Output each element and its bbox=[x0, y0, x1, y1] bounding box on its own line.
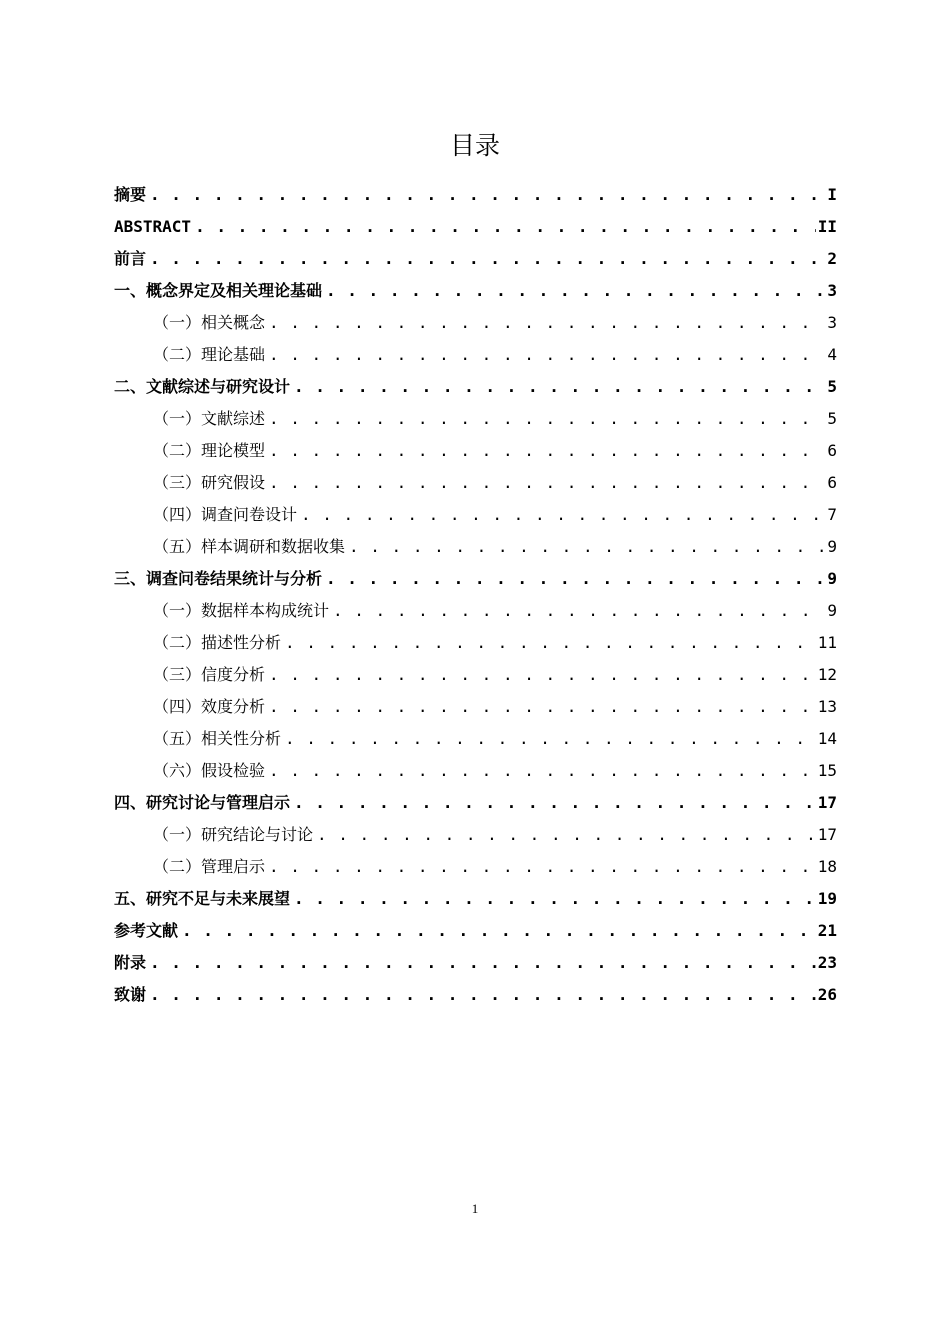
toc-dot-leader bbox=[150, 947, 816, 979]
toc-entry-page: 2 bbox=[827, 249, 837, 268]
toc-dot-leader bbox=[269, 435, 825, 467]
toc-entry-page: 17 bbox=[817, 825, 837, 844]
toc-entry[interactable] bbox=[114, 627, 837, 659]
toc-entry[interactable] bbox=[114, 819, 837, 851]
toc-entry-title: 附录 bbox=[114, 953, 147, 972]
toc-dot-leader bbox=[294, 883, 816, 915]
toc-entry-page: 5 bbox=[827, 377, 837, 396]
toc-entry[interactable] bbox=[114, 275, 837, 307]
toc-entry-page: 3 bbox=[827, 313, 837, 332]
toc-entry-title: 一、概念界定及相关理论基础 bbox=[114, 281, 323, 300]
toc-entry[interactable] bbox=[114, 499, 837, 531]
toc-entry-page: 4 bbox=[827, 345, 837, 364]
toc-entry[interactable] bbox=[114, 531, 837, 563]
toc-entry[interactable] bbox=[114, 947, 837, 979]
toc-dot-leader bbox=[150, 979, 816, 1011]
toc-entry-page: 13 bbox=[817, 697, 837, 716]
toc-entry-title: （四）调查问卷设计 bbox=[153, 505, 298, 524]
toc-entry-page: 12 bbox=[817, 665, 837, 684]
toc-entry-title: （五）样本调研和数据收集 bbox=[153, 537, 346, 556]
toc-entry[interactable] bbox=[114, 755, 837, 787]
toc-dot-leader bbox=[294, 371, 825, 403]
toc-entry-title: （六）假设检验 bbox=[153, 761, 266, 780]
toc-entry[interactable] bbox=[114, 563, 837, 595]
toc-entry-page: 3 bbox=[827, 281, 837, 300]
toc-entry[interactable] bbox=[114, 595, 837, 627]
toc-entry[interactable] bbox=[114, 371, 837, 403]
toc-entry[interactable] bbox=[114, 243, 837, 275]
toc-entry-page: 7 bbox=[827, 505, 837, 524]
toc-entry[interactable] bbox=[114, 723, 837, 755]
toc-dot-leader bbox=[269, 339, 825, 371]
toc-entry-title: （一）文献综述 bbox=[153, 409, 266, 428]
toc-entry-page: 19 bbox=[817, 889, 837, 908]
toc-entry-page: 21 bbox=[817, 921, 837, 940]
toc-entry-title: （二）管理启示 bbox=[153, 857, 266, 876]
toc-dot-leader bbox=[269, 691, 816, 723]
toc-entry-title: 四、研究讨论与管理启示 bbox=[114, 793, 291, 812]
toc-entry[interactable] bbox=[114, 435, 837, 467]
toc-dot-leader bbox=[349, 531, 825, 563]
toc-entry[interactable] bbox=[114, 307, 837, 339]
toc-entry-title: （二）理论模型 bbox=[153, 441, 266, 460]
toc-entry-title: （五）相关性分析 bbox=[153, 729, 282, 748]
toc-entry-title: （三）研究假设 bbox=[153, 473, 266, 492]
toc-entry[interactable] bbox=[114, 979, 837, 1011]
toc-dot-leader bbox=[285, 723, 816, 755]
toc-dot-leader bbox=[150, 243, 825, 275]
toc-entry-title: ABSTRACT bbox=[114, 217, 192, 236]
toc-entry[interactable] bbox=[114, 883, 837, 915]
table-of-contents bbox=[114, 179, 837, 1011]
toc-entry-page: 6 bbox=[827, 441, 837, 460]
toc-entry[interactable] bbox=[114, 915, 837, 947]
toc-dot-leader bbox=[326, 275, 825, 307]
toc-entry[interactable] bbox=[114, 339, 837, 371]
toc-entry[interactable] bbox=[114, 851, 837, 883]
toc-dot-leader bbox=[150, 179, 825, 211]
toc-entry-title: 致谢 bbox=[114, 985, 147, 1004]
toc-entry-title: 摘要 bbox=[114, 185, 147, 204]
toc-entry-page: 17 bbox=[817, 793, 837, 812]
toc-entry-title: （一）研究结论与讨论 bbox=[153, 825, 314, 844]
toc-entry-title: 五、研究不足与未来展望 bbox=[114, 889, 291, 908]
toc-dot-leader bbox=[269, 467, 825, 499]
toc-entry-title: （四）效度分析 bbox=[153, 697, 266, 716]
toc-dot-leader bbox=[301, 499, 825, 531]
toc-dot-leader bbox=[326, 563, 825, 595]
toc-entry-title: 参考文献 bbox=[114, 921, 179, 940]
toc-entry[interactable] bbox=[114, 467, 837, 499]
toc-entry[interactable] bbox=[114, 787, 837, 819]
toc-entry-title: （一）相关概念 bbox=[153, 313, 266, 332]
toc-entry[interactable] bbox=[114, 179, 837, 211]
toc-entry-page: 23 bbox=[817, 953, 837, 972]
toc-entry-page: 14 bbox=[817, 729, 837, 748]
toc-entry-page: 11 bbox=[817, 633, 837, 652]
toc-dot-leader bbox=[195, 211, 816, 243]
toc-entry-title: 二、文献综述与研究设计 bbox=[114, 377, 291, 396]
toc-dot-leader bbox=[317, 819, 816, 851]
toc-entry-title: （二）描述性分析 bbox=[153, 633, 282, 652]
toc-entry-page: 15 bbox=[817, 761, 837, 780]
toc-dot-leader bbox=[285, 627, 816, 659]
toc-entry-page: 5 bbox=[827, 409, 837, 428]
toc-entry-page: 18 bbox=[817, 857, 837, 876]
toc-entry-page: 9 bbox=[827, 537, 837, 556]
toc-entry[interactable] bbox=[114, 691, 837, 723]
toc-dot-leader bbox=[269, 307, 825, 339]
page-number: 1 bbox=[471, 1201, 479, 1216]
toc-entry-title: 三、调查问卷结果统计与分析 bbox=[114, 569, 323, 588]
toc-entry-title: （二）理论基础 bbox=[153, 345, 266, 364]
page-title: 目录 bbox=[449, 130, 500, 160]
toc-entry-page: 26 bbox=[817, 985, 837, 1004]
toc-dot-leader bbox=[269, 659, 816, 691]
toc-entry-page: 6 bbox=[827, 473, 837, 492]
toc-dot-leader bbox=[182, 915, 816, 947]
toc-entry-page: 9 bbox=[827, 601, 837, 620]
toc-entry-page: II bbox=[817, 217, 837, 236]
toc-dot-leader bbox=[269, 755, 816, 787]
toc-dot-leader bbox=[294, 787, 816, 819]
toc-entry[interactable] bbox=[114, 403, 837, 435]
toc-entry-title: （三）信度分析 bbox=[153, 665, 266, 684]
toc-entry-title: （一）数据样本构成统计 bbox=[153, 601, 330, 620]
toc-dot-leader bbox=[269, 403, 825, 435]
toc-entry[interactable] bbox=[114, 211, 837, 243]
toc-entry-title: 前言 bbox=[114, 249, 147, 268]
toc-entry[interactable] bbox=[114, 659, 837, 691]
toc-entry-page: 9 bbox=[827, 569, 837, 588]
toc-entry-page: I bbox=[827, 185, 837, 204]
toc-dot-leader bbox=[333, 595, 825, 627]
toc-dot-leader bbox=[269, 851, 816, 883]
